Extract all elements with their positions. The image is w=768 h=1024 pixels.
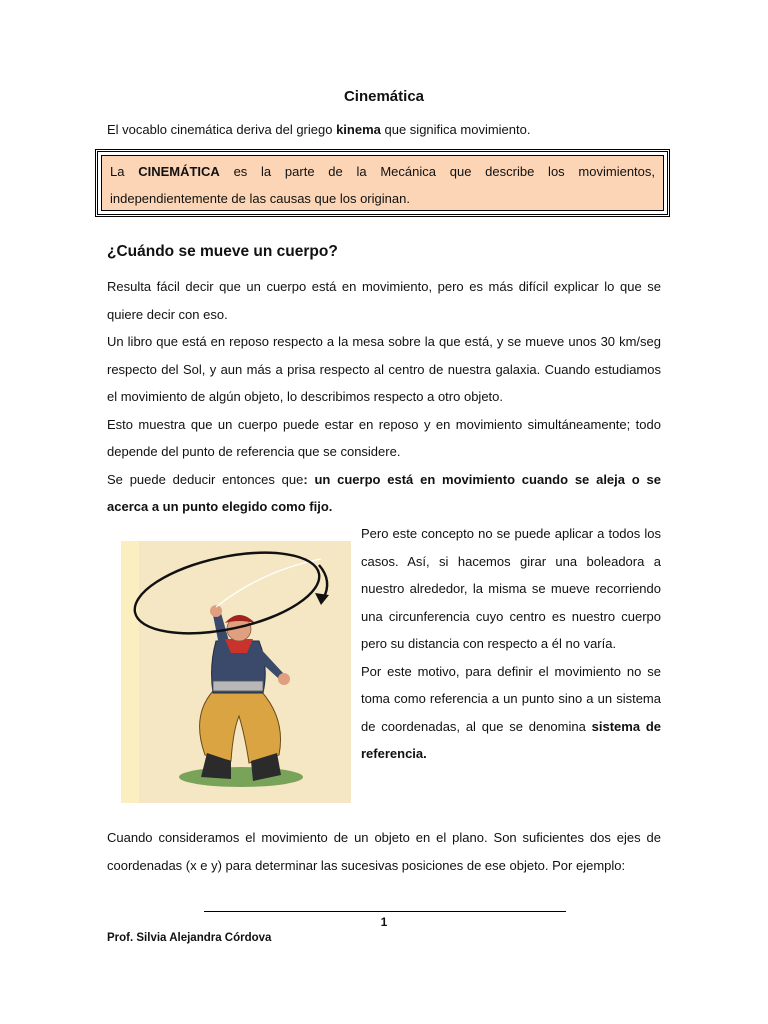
section-heading: ¿Cuándo se mueve un cuerpo? — [107, 243, 338, 260]
footer-divider — [204, 911, 566, 912]
paragraph-2: Un libro que está en reposo respecto a la mesa sobre la que está, y se mueve unos 30 km/seg respecto del Sol, y aun más a prisa respecto al centro de nuestra galaxia. Cuando estudiamos el movimiento de algún objeto, lo describimos respecto a otro objeto. — [107, 334, 661, 404]
author-footer: Prof. Silvia Alejandra Córdova — [107, 932, 272, 944]
intro-paragraph — [107, 118, 530, 142]
intro-keyword: kinema — [336, 122, 381, 137]
paragraph-1: Resulta fácil decir que un cuerpo está en movimiento, pero es más difícil explicar lo que se quiere decir con eso. — [107, 279, 661, 322]
intro-text-start: El vocablo cinemática deriva del griego — [107, 122, 337, 137]
definition-text — [101, 155, 664, 211]
paragraph-3: Esto muestra que un cuerpo puede estar en reposo y en movimiento simultáneamente; todo depende del punto de referencia que se considere. — [107, 416, 661, 459]
paragraph-6 — [361, 658, 661, 768]
intro-text-end: que significa movimiento. — [380, 122, 531, 137]
paragraph-7: Cuando consideramos el movimiento de un objeto en el plano. Son suficientes dos ejes de coordenadas (x e y) para determinar las sucesivas posiciones de ese objeto. Por ejemplo: — [107, 830, 661, 873]
definition-rest: es la parte de la Mecánica que describe los movimientos, independientemente de las causas que los originan. — [110, 164, 655, 206]
gaucho-figure-icon — [121, 541, 351, 803]
page-number: 1 — [380, 915, 388, 929]
paragraph-6-bold: sistema de referencia. — [361, 718, 662, 761]
paragraph-4-start: Se puede deducir entonces que — [107, 471, 304, 487]
paragraph-4 — [107, 466, 661, 521]
definition-box — [95, 149, 670, 217]
definition-start: La — [110, 164, 139, 179]
document-title: Cinemática — [343, 88, 425, 105]
definition-keyword: CINEMÁTICA — [138, 164, 220, 179]
body-text-right-column — [361, 520, 661, 768]
paragraph-5: Pero este concepto no se puede aplicar a todos los casos. Así, si hacemos girar una boleadora a nuestro alrededor, la misma se mueve recorriendo una circunferencia cuyo centro es nuestro cuerpo pero su distancia con respecto a él no varía. — [361, 526, 661, 651]
paragraph-4-bold: : un cuerpo está en movimiento cuando se aleja o se acerca a un punto elegido como fijo. — [107, 471, 661, 514]
paragraph-6-start: Por este motivo, para definir el movimiento no se toma como referencia a un punto sino a un sistema de coordenadas, al que se denomina — [361, 663, 661, 734]
body-text-bottom — [107, 824, 661, 879]
body-text-top — [107, 273, 661, 521]
gaucho-boleadora-illustration — [121, 541, 351, 803]
